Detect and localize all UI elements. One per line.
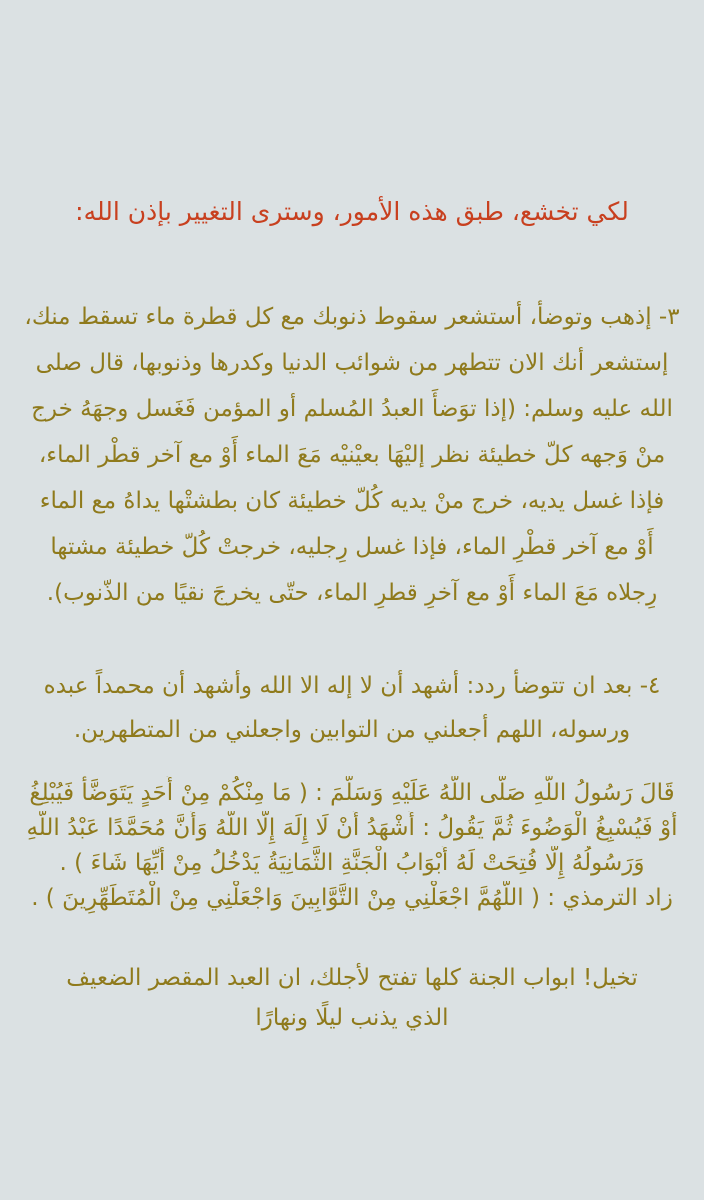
section-3-line: فإذا غسل يديه، خرج منْ يديه كُلّ خطيئة كان بطشتْها يداهُ مع الماء	[39, 488, 665, 514]
hadith-line: زاد الترمذي : ( اللَّهُمَّ اجْعَلْنِي مِنْ التَّوَّابِينَ وَاجْعَلْنِي مِنْ الْمُتَطَهِّرِينَ ) .	[31, 885, 673, 911]
closing-line: تخيل! ابواب الجنة كلها تفتح لأجلك، ان العبد المقصر الضعيف	[66, 965, 638, 991]
page-title: لكي تخشع، طبق هذه الأمور، وسترى التغيير بإذن الله:	[75, 197, 629, 226]
section-3-wudu	[24, 294, 680, 616]
section-4-dua	[24, 664, 680, 752]
closing-text	[24, 958, 680, 1038]
hadith-line: وَرَسُولُهُ إِلَّا فُتِحَتْ لَهُ أَبْوَابُ الْجَنَّةِ الثَّمَانِيَةُ يَدْخُلُ مِنْ أَيِّهَا شَاءَ ) .	[59, 850, 645, 876]
hadith-line: قَالَ رَسُولُ اللَّهِ صَلَّى اللَّهُ عَلَيْهِ وَسَلَّمَ : ( مَا مِنْكُمْ مِنْ أَحَدٍ يَتَوَضَّأُ فَيُبْلِغُ	[29, 780, 675, 806]
section-3-line: منْ وَجهه كلّ خطيئة نظر إليْهَا بعيْنيْه مَعَ الماء أَوْ مع آخر قطْر الماء،	[38, 442, 666, 468]
section-3-line: ٣- إذهب وتوضأ، أستشعر سقوط ذنوبك مع كل قطرة ماء تسقط منك،	[24, 304, 680, 330]
section-3-line: إستشعر أنك الان تتطهر من شوائب الدنيا وكدرها وذنوبها، قال صلى	[35, 350, 669, 376]
section-4-line: ٤- بعد ان تتوضأ ردد: أشهد أن لا إله الا الله وأشهد أن محمداً عبده	[43, 673, 661, 699]
section-3-line: رِجلاه مَعَ الماء أَوْ مع آخرِ قطرِ الماء، حتّى يخرجَ نقيًا من الذّنوب).	[46, 580, 658, 606]
section-3-line: أَوْ مع آخر قطْرِ الماء، فإذا غسل رِجليه، خرجتْ كُلّ خطيئة مشتها	[50, 534, 654, 560]
section-3-line: الله عليه وسلم: (إذا توَضأَ العبدُ المُسلم أو المؤمن فَغَسل وجهَهُ خرج	[31, 396, 673, 422]
hadith-line: أَوْ فَيُسْبِغُ الْوَضُوءَ ثُمَّ يَقُولُ : أَشْهَدُ أَنْ لَا إِلَهَ إِلَّا اللَّهُ وَأَنَّ مُحَمَّدًا عَبْدُ اللَّهِ	[26, 815, 678, 841]
hadith-quote	[24, 776, 680, 916]
closing-line: الذي يذنب ليلًا ونهارًا	[255, 1005, 449, 1031]
section-4-line: ورسوله، اللهم أجعلني من التوابين واجعلني من المتطهرين.	[73, 717, 631, 743]
